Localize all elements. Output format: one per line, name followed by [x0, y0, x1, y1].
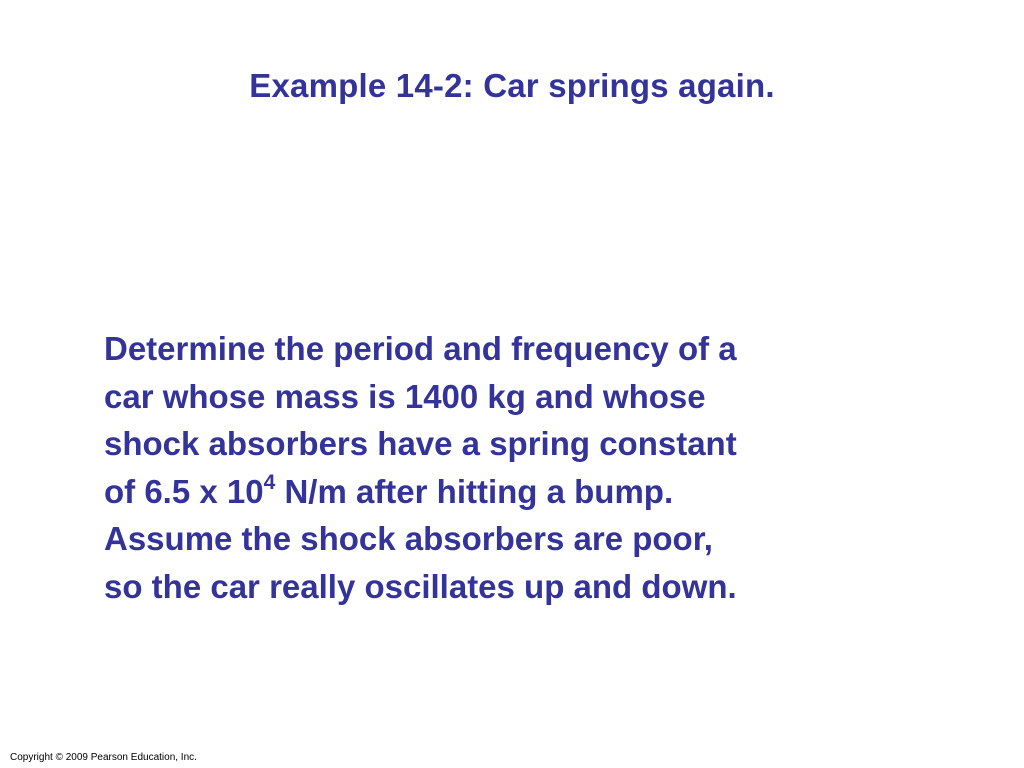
problem-line-4	[104, 468, 924, 516]
problem-line-3: shock absorbers have a spring constant	[104, 425, 737, 463]
problem-line-5: Assume the shock absorbers are poor,	[104, 520, 713, 558]
problem-statement	[104, 325, 924, 611]
copyright-footer: Copyright © 2009 Pearson Education, Inc.	[10, 752, 197, 763]
problem-line-6: so the car really oscillates up and down.	[104, 567, 737, 605]
problem-line-4-end: N/m after hitting a bump.	[275, 472, 674, 510]
problem-line-2: car whose mass is 1400 kg and whose	[104, 377, 706, 415]
exponent-superscript: 4	[263, 470, 276, 494]
slide-title: Example 14-2: Car springs again.	[249, 67, 775, 104]
problem-line-4-start: of 6.5 x 10	[104, 472, 264, 510]
problem-line-1: Determine the period and frequency of a	[104, 330, 737, 367]
